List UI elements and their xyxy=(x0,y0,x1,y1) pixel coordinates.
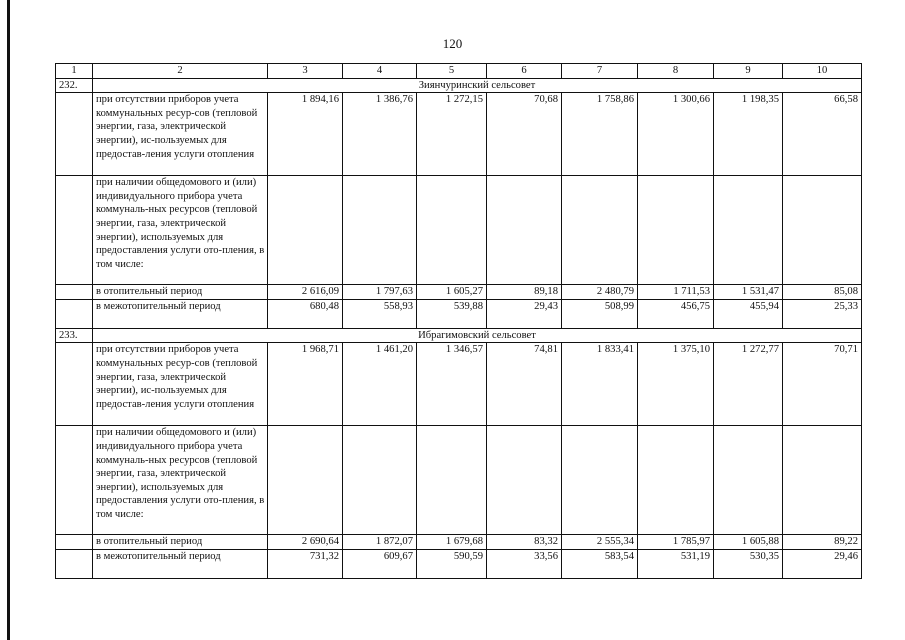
header-row xyxy=(56,64,862,79)
number-cell xyxy=(56,343,93,426)
column-header: 8 xyxy=(638,64,714,79)
column-header: 10 xyxy=(783,64,862,79)
table-row xyxy=(56,93,862,176)
value-cell: 1 711,53 xyxy=(638,285,714,300)
value-cell: 66,58 xyxy=(783,93,862,176)
value-cell: 33,56 xyxy=(487,549,562,578)
value-cell: 558,93 xyxy=(343,299,417,328)
value-cell: 2 555,34 xyxy=(562,535,638,550)
value-cell xyxy=(638,426,714,535)
value-cell xyxy=(343,176,417,285)
value-cell xyxy=(783,426,862,535)
value-cell xyxy=(417,426,487,535)
tariff-table xyxy=(55,63,862,579)
value-cell: 590,59 xyxy=(417,549,487,578)
section-number: 232. xyxy=(56,78,93,93)
value-cell xyxy=(417,176,487,285)
number-cell xyxy=(56,285,93,300)
table-row xyxy=(56,285,862,300)
value-cell: 1 198,35 xyxy=(714,93,783,176)
row-description: в отопительный период xyxy=(93,285,268,300)
section-header-row xyxy=(56,328,862,343)
value-cell: 1 894,16 xyxy=(268,93,343,176)
column-header: 3 xyxy=(268,64,343,79)
table-row xyxy=(56,426,862,535)
value-cell: 1 300,66 xyxy=(638,93,714,176)
number-cell xyxy=(56,535,93,550)
value-cell: 2 616,09 xyxy=(268,285,343,300)
value-cell: 1 679,68 xyxy=(417,535,487,550)
value-cell: 2 480,79 xyxy=(562,285,638,300)
value-cell: 1 872,07 xyxy=(343,535,417,550)
table-row xyxy=(56,343,862,426)
value-cell: 530,35 xyxy=(714,549,783,578)
value-cell: 1 758,86 xyxy=(562,93,638,176)
number-cell xyxy=(56,549,93,578)
value-cell: 1 605,88 xyxy=(714,535,783,550)
value-cell xyxy=(343,426,417,535)
value-cell xyxy=(487,426,562,535)
value-cell: 89,18 xyxy=(487,285,562,300)
value-cell: 1 375,10 xyxy=(638,343,714,426)
number-cell xyxy=(56,176,93,285)
value-cell xyxy=(487,176,562,285)
number-cell xyxy=(56,299,93,328)
value-cell: 29,46 xyxy=(783,549,862,578)
page-edge-bar xyxy=(7,0,10,640)
value-cell: 83,32 xyxy=(487,535,562,550)
column-header: 9 xyxy=(714,64,783,79)
value-cell: 508,99 xyxy=(562,299,638,328)
value-cell: 455,94 xyxy=(714,299,783,328)
column-header: 4 xyxy=(343,64,417,79)
section-header-row xyxy=(56,78,862,93)
value-cell: 70,68 xyxy=(487,93,562,176)
column-header: 7 xyxy=(562,64,638,79)
column-header: 5 xyxy=(417,64,487,79)
value-cell xyxy=(638,176,714,285)
row-description: при наличии общедомового и (или) индивидуального прибора учета коммуналь-ных ресурсов (тепловой энергии, газа, электрической энергии), используемых для предоставления услуги ото-пления, в том числе: xyxy=(93,426,268,535)
value-cell: 1 346,57 xyxy=(417,343,487,426)
value-cell xyxy=(714,176,783,285)
value-cell: 539,88 xyxy=(417,299,487,328)
table-row xyxy=(56,535,862,550)
page-number: 120 xyxy=(442,36,463,51)
value-cell xyxy=(562,176,638,285)
value-cell: 609,67 xyxy=(343,549,417,578)
row-description: при отсутствии приборов учета коммунальных ресур-сов (тепловой энергии, газа, электрической энергии), ис-пользуемых для предостав-ления услуги отопления xyxy=(93,343,268,426)
section-name: Ибрагимовский сельсовет xyxy=(93,328,862,343)
value-cell: 2 690,64 xyxy=(268,535,343,550)
value-cell: 1 968,71 xyxy=(268,343,343,426)
value-cell: 29,43 xyxy=(487,299,562,328)
value-cell: 456,75 xyxy=(638,299,714,328)
number-cell xyxy=(56,426,93,535)
value-cell: 1 386,76 xyxy=(343,93,417,176)
value-cell: 1 833,41 xyxy=(562,343,638,426)
table-body xyxy=(56,64,862,579)
column-header: 2 xyxy=(93,64,268,79)
value-cell: 731,32 xyxy=(268,549,343,578)
value-cell: 74,81 xyxy=(487,343,562,426)
value-cell xyxy=(268,426,343,535)
table-row xyxy=(56,549,862,578)
table-row xyxy=(56,176,862,285)
row-description: при наличии общедомового и (или) индивидуального прибора учета коммуналь-ных ресурсов (тепловой энергии, газа, электрической энергии), используемых для предоставления услуги ото-пления, в том числе: xyxy=(93,176,268,285)
value-cell xyxy=(268,176,343,285)
value-cell: 680,48 xyxy=(268,299,343,328)
column-header: 6 xyxy=(487,64,562,79)
value-cell: 1 272,15 xyxy=(417,93,487,176)
value-cell: 1 272,77 xyxy=(714,343,783,426)
value-cell: 85,08 xyxy=(783,285,862,300)
value-cell: 89,22 xyxy=(783,535,862,550)
value-cell xyxy=(783,176,862,285)
table-row xyxy=(56,299,862,328)
value-cell: 1 461,20 xyxy=(343,343,417,426)
section-number: 233. xyxy=(56,328,93,343)
value-cell: 1 531,47 xyxy=(714,285,783,300)
value-cell: 583,54 xyxy=(562,549,638,578)
value-cell: 70,71 xyxy=(783,343,862,426)
row-description: в отопительный период xyxy=(93,535,268,550)
value-cell: 1 605,27 xyxy=(417,285,487,300)
value-cell xyxy=(562,426,638,535)
value-cell xyxy=(714,426,783,535)
row-description: при отсутствии приборов учета коммунальных ресур-сов (тепловой энергии, газа, электрической энергии), ис-пользуемых для предостав-ления услуги отопления xyxy=(93,93,268,176)
number-cell xyxy=(56,93,93,176)
row-description: в межотопительный период xyxy=(93,549,268,578)
value-cell: 531,19 xyxy=(638,549,714,578)
value-cell: 1 785,97 xyxy=(638,535,714,550)
value-cell: 1 797,63 xyxy=(343,285,417,300)
section-name: Зиянчуринский сельсовет xyxy=(93,78,862,93)
column-header: 1 xyxy=(56,64,93,79)
value-cell: 25,33 xyxy=(783,299,862,328)
row-description: в межотопительный период xyxy=(93,299,268,328)
